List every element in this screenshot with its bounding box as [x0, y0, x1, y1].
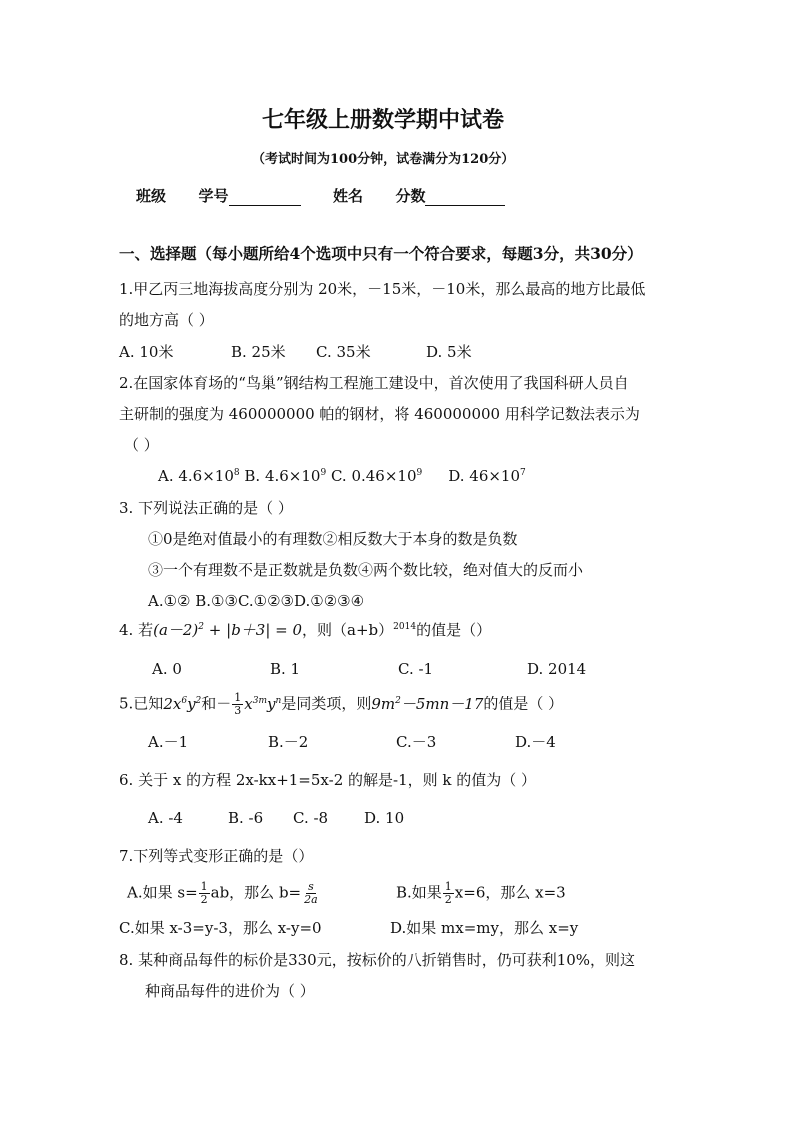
q5-fraction: $\frac{1}{3}$ — [234, 691, 242, 717]
question-3-statement-1: ①0是绝对值最小的有理数②相反数大于本身的数是负数 — [148, 530, 518, 548]
question-7-line-1: 7.下列等式变形正确的是（） — [119, 847, 314, 865]
q5-option-a: A.－1 — [148, 733, 189, 751]
q7-option-c: C.如果 x-3=y-3，那么 x-y=0 — [119, 919, 322, 937]
q7-option-d: D.如果 mx=my，那么 x=y — [390, 919, 579, 937]
q7-option-b: B.如果 $\frac{1}{2}$ x=6，那么 x=3 — [396, 880, 566, 906]
q1-option-b: B. 25米 — [231, 343, 286, 361]
question-8-line-2: 种商品每件的进价为（ ） — [145, 982, 315, 1000]
q2-option-d: D. 46×10 — [448, 467, 521, 485]
number-field[interactable] — [229, 189, 301, 206]
q4-option-d: D. 2014 — [527, 660, 587, 678]
q2-options-row: A. $4.6\times 10^8$ B. $4.6\times 10^9$ C. $0.46\times 10^9$ D. $46\times 10^7$ — [158, 467, 526, 485]
q2-option-b: B. 4.6×10 — [239, 467, 321, 485]
score-label: 分数 — [395, 187, 426, 205]
q2-option-a: A. 4.6×10 — [158, 467, 234, 485]
question-2-line-2: 主研制的强度为 460000000 帕的钢材，将 460000000 用科学记数法表示为 — [119, 405, 640, 423]
question-1-line-2: 的地方高（ ） — [119, 311, 214, 329]
q5-option-d: D.－4 — [515, 733, 556, 751]
section-heading: 一、选择题（每小题所给4个选项中只有一个符合要求，每题3分，共30分） — [119, 244, 643, 263]
student-info-row — [136, 186, 505, 206]
question-3-line-1: 3. 下列说法正确的是（ ） — [119, 499, 293, 517]
question-3-statement-2: ③一个有理数不是正数就是负数④两个数比较，绝对值大的反而小 — [148, 561, 584, 579]
q1-option-c: C. 35米 — [316, 343, 371, 361]
class-label: 班级 — [136, 187, 167, 205]
q1-option-a: A. 10米 — [119, 343, 174, 361]
score-field[interactable] — [425, 189, 505, 206]
q4-option-c: C. -1 — [398, 660, 434, 678]
q6-option-a: A. -4 — [148, 809, 183, 827]
q5-option-c: C.－3 — [396, 733, 437, 751]
q2-option-c: C. 0.46×10 — [326, 467, 417, 485]
q6-option-d: D. 10 — [364, 809, 405, 827]
q4-option-b: B. 1 — [270, 660, 301, 678]
q5-option-b: B.－2 — [268, 733, 309, 751]
name-label: 姓名 — [332, 187, 363, 205]
number-label: 学号 — [198, 187, 229, 205]
question-2-line-3: （ ） — [124, 436, 159, 454]
question-4-line-1: 4. 若$(a-2)^2 + |b+3| = 0$，则$(a+b)^{2014}$的值是（） — [119, 621, 492, 639]
q6-option-b: B. -6 — [228, 809, 264, 827]
page-subtitle: （考试时间为100分钟，试卷满分为120分） — [252, 152, 515, 167]
q7-option-a: A.如果 s= $\frac{1}{2}$ ab，那么 b= $\frac{s}{2a}$ — [127, 880, 318, 906]
question-5-line-1: 5.已知$2x^6y^2$和－ $\frac{1}{3}$ $x^{3m}y^n$是同类项，则$9m^2-5mn-17$的值是（ ） — [119, 691, 564, 717]
q1-option-d: D. 5米 — [426, 343, 472, 361]
q6-option-c: C. -8 — [293, 809, 329, 827]
question-8-line-1: 8. 某种商品每件的标价是330元，按标价的八折销售时，仍可获利10%，则这 — [119, 951, 636, 969]
question-6-line-1: 6. 关于 x 的方程 2x-kx+1=5x-2 的解是-1，则 k 的值为（ ） — [119, 771, 537, 789]
q3-options-row: A.①② B.①③C.①②③D.①②③④ — [148, 592, 365, 610]
page-title: 七年级上册数学期中试卷 — [262, 107, 505, 133]
question-1-line-1: 1.甲乙丙三地海拔高度分别为 20米，－15米，－10米，那么最高的地方比最低 — [119, 280, 646, 298]
q4-option-a: A. 0 — [152, 660, 182, 678]
q4-formula: $(a-2)^2 + |b+3| = 0$ — [153, 621, 303, 639]
question-2-line-1: 2.在国家体育场的“鸟巢”钢结构工程施工建设中，首次使用了我国科研人员自 — [119, 374, 629, 392]
